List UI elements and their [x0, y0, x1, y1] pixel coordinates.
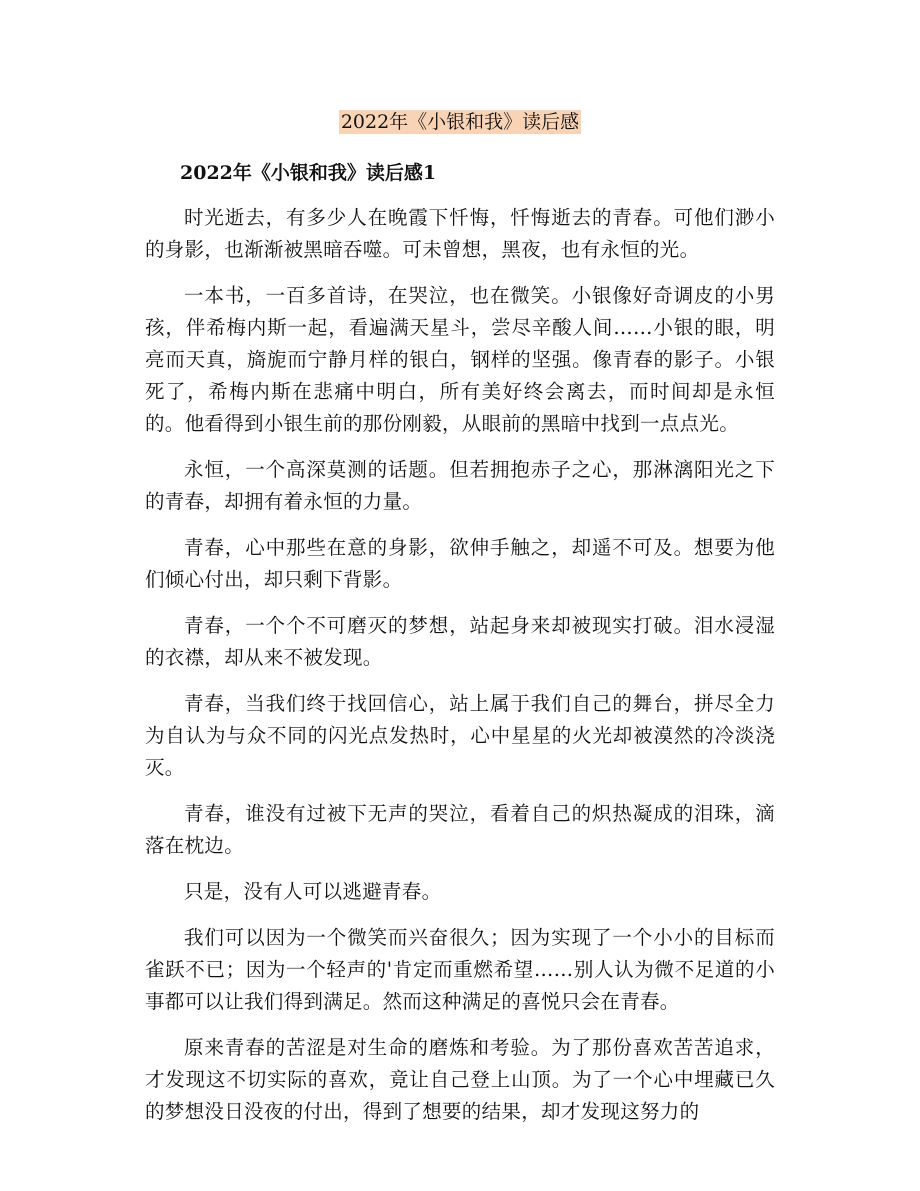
- paragraph: 青春，当我们终于找回信心，站上属于我们自己的舞台，拼尽全力为自认为与众不同的闪光点发热时，心中星星的火光却被漠然的冷淡浇灭。: [145, 692, 775, 779]
- paragraph: 青春，一个个不可磨灭的梦想，站起身来却被现实打破。泪水浸湿的衣襟，却从来不被发现。: [145, 614, 775, 669]
- paragraph: 原来青春的苦涩是对生命的磨炼和考验。为了那份喜欢苦苦追求，才发现这不切实际的喜欢，竟让自己登上山顶。为了一个心中埋藏已久的梦想没日没夜的付出，得到了想要的结果，却才发现这努力的: [145, 1036, 775, 1123]
- paragraph: 只是，没有人可以逃避青春。: [184, 880, 442, 903]
- section-heading: 2022年《小银和我》读后感1: [180, 162, 437, 184]
- paragraph: 永恒，一个高深莫测的话题。但若拥抱赤子之心，那淋漓阳光之下的青春，却拥有着永恒的力量。: [145, 458, 775, 513]
- paragraph: 我们可以因为一个微笑而兴奋很久；因为实现了一个小小的目标而雀跃不已；因为一个轻声的'肯定而重燃希望……别人认为微不足道的小事都可以让我们得到满足。然而这种满足的喜悦只会在青春。: [145, 926, 775, 1013]
- document-title: [0, 107, 920, 137]
- document-body: [145, 202, 775, 1142]
- paragraph: 一本书，一百多首诗，在哭泣，也在微笑。小银像好奇调皮的小男孩，伴希梅内斯一起，看遍满天星斗，尝尽辛酸人间……小银的眼，明亮而天真，旖旎而宁静月样的银白，钢样的坚强。像青春的影子。小银死了，希梅内斯在悲痛中明白，所有美好终会离去，而时间却是永恒的。他看得到小银生前的那份刚毅，从眼前的黑暗中找到一点点光。: [145, 284, 775, 435]
- paragraph: 青春，谁没有过被下无声的哭泣，看着自己的炽热凝成的泪珠，滴落在枕边。: [145, 802, 775, 857]
- paragraph: 时光逝去，有多少人在晚霞下忏悔，忏悔逝去的青春。可他们渺小的身影，也渐渐被黑暗吞噬。可未曾想，黑夜，也有永恒的光。: [145, 206, 775, 261]
- document-title-text: 2022年《小银和我》读后感: [340, 111, 580, 133]
- paragraph: 青春，心中那些在意的身影，欲伸手触之，却遥不可及。想要为他们倾心付出，却只剩下背影。: [145, 536, 775, 591]
